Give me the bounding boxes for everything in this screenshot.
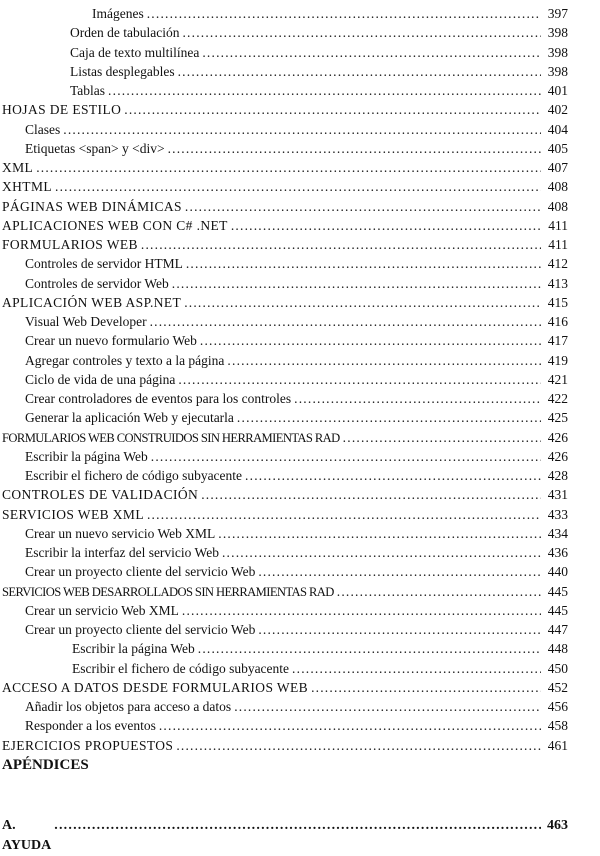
toc-entry-page: 416 [547, 314, 568, 329]
toc-entry-title: SERVICIOS WEB XML [2, 506, 144, 522]
toc-entry-page: 408 [547, 198, 568, 214]
toc-entry-page: 433 [547, 506, 568, 522]
toc-entry [2, 100, 568, 119]
toc-entry [25, 389, 568, 408]
dot-leader [108, 81, 541, 100]
toc-entry [2, 235, 568, 254]
toc-entry [25, 447, 568, 466]
dot-leader [294, 389, 541, 408]
toc-entry-page: 456 [547, 699, 568, 714]
toc-entry-page: 461 [547, 737, 568, 753]
toc-entry-page: 398 [547, 63, 568, 79]
toc-entry [25, 274, 568, 293]
toc-entry-page: 436 [547, 545, 568, 560]
toc-entry-page: 425 [547, 410, 568, 426]
dot-leader [172, 274, 541, 293]
toc-entry [70, 43, 568, 62]
toc-entry [25, 562, 568, 581]
toc-entry-title: Etiquetas <span> y <div> [25, 140, 165, 156]
toc-entry-page: 426 [547, 429, 568, 445]
toc-entry [2, 736, 568, 755]
appendix-page: 463 [547, 818, 568, 833]
toc-entry-page: 411 [548, 237, 568, 252]
toc-entry [25, 543, 568, 562]
toc-entry [25, 120, 568, 139]
toc-entry-page: 431 [547, 487, 568, 503]
toc-entry-title: Ciclo de vida de una página [25, 371, 176, 387]
toc-entry-title: Generar la aplicación Web y ejecutarla [25, 410, 234, 426]
toc-entry [25, 370, 568, 389]
toc-entry-title: XML [2, 160, 34, 175]
toc-entry-page: 401 [547, 83, 568, 98]
dot-leader [178, 370, 541, 389]
toc-entry-title: Clases [25, 121, 61, 137]
toc-entry-title: Listas desplegables [70, 63, 175, 79]
toc-entry-title: Caja de texto multilínea [70, 44, 200, 60]
toc-entry [2, 177, 568, 196]
toc-entry-title: Crear un nuevo formulario Web [25, 333, 197, 349]
toc-entry-page: 415 [547, 294, 568, 310]
dot-leader [343, 428, 541, 447]
dot-leader [63, 120, 541, 139]
toc-entry-page: 404 [547, 121, 568, 137]
toc-entry-page: 445 [547, 583, 568, 599]
toc-entry-title: FORMULARIOS WEB CONSTRUIDOS SIN HERRAMIENTAS RAD [2, 430, 340, 445]
dot-leader [141, 235, 541, 254]
dot-leader [237, 408, 541, 427]
section-heading: APÉNDICES [2, 757, 89, 773]
dot-leader [147, 4, 541, 23]
dot-leader [201, 485, 541, 504]
toc-entry [2, 485, 568, 504]
toc-entry [2, 678, 568, 697]
toc-entry-page: 407 [547, 160, 568, 175]
toc-entry-title: Crear un proyecto cliente del servicio Web [25, 564, 256, 580]
toc-entry-title: PÁGINAS WEB DINÁMICAS [2, 198, 182, 214]
toc-entry [2, 158, 568, 177]
toc-entry-title: Crear un proyecto cliente del servicio Web [25, 622, 256, 637]
toc-entry-title: SERVICIOS WEB DESARROLLADOS SIN HERRAMIENTAS RAD [2, 584, 334, 599]
dot-leader [182, 23, 541, 42]
toc-entry-title: Crear un nuevo servicio Web XML [25, 525, 216, 541]
toc-entry-page: 445 [547, 602, 568, 618]
toc-entry-page: 398 [547, 44, 568, 60]
dot-leader [231, 216, 541, 235]
toc-entry-page: 448 [547, 641, 568, 657]
toc-entry-title: Escribir la página Web [25, 448, 148, 464]
toc-entry [2, 428, 568, 447]
toc-entry-title: Escribir el fichero de código subyacente [72, 660, 290, 676]
dot-leader [227, 351, 541, 370]
toc-entry-title: EJERCICIOS PROPUESTOS [2, 737, 174, 753]
toc-entry [2, 293, 568, 312]
toc-entry-title: HOJAS DE ESTILO [2, 102, 122, 118]
dot-leader [124, 100, 541, 119]
toc-entry-page: 440 [547, 564, 568, 580]
dot-leader [185, 197, 541, 216]
toc-entry-title: Controles de servidor Web [25, 275, 169, 291]
appendix-entry [2, 816, 568, 853]
dot-leader [258, 620, 541, 639]
dot-leader [292, 659, 541, 678]
dot-leader [159, 716, 541, 735]
toc-entry-title: Tablas [70, 83, 106, 98]
toc-entry-page: 408 [547, 179, 568, 195]
dot-leader [198, 639, 541, 658]
toc-entry-title: Responder a los eventos [25, 718, 156, 734]
toc-entry-page: 447 [547, 622, 568, 637]
toc-entry-page: 450 [547, 660, 568, 676]
dot-leader [178, 62, 541, 81]
appendix-title: A. AYUDA [2, 818, 52, 853]
toc-entry-title: Añadir los objetos para acceso a datos [25, 699, 232, 714]
toc-entry [70, 23, 568, 42]
toc-entry [25, 331, 568, 350]
toc-entry [25, 524, 568, 543]
dot-leader [311, 678, 541, 697]
toc-entry [92, 4, 568, 23]
toc-entry [2, 582, 568, 601]
dot-leader [36, 158, 541, 177]
toc-entry [2, 216, 568, 235]
dot-leader [218, 524, 541, 543]
toc-entry-page: 402 [547, 102, 568, 118]
toc-entry-page: 428 [547, 468, 568, 483]
toc-entry-page: 458 [547, 718, 568, 734]
toc-entry-page: 411 [548, 217, 568, 233]
toc-entry [25, 716, 568, 735]
toc-entry-title: Escribir la página Web [72, 641, 195, 657]
toc-entry-page: 412 [547, 256, 568, 272]
toc-entry-title: XHTML [2, 179, 52, 195]
toc-entry [25, 408, 568, 427]
toc-entry-title: CONTROLES DE VALIDACIÓN [2, 487, 199, 503]
toc-entry [2, 197, 568, 216]
toc-entry [25, 139, 568, 158]
toc-entry-page: 413 [547, 275, 568, 291]
toc-entry [25, 697, 568, 716]
dot-leader [337, 582, 541, 601]
dot-leader [184, 293, 541, 312]
toc-entry-title: APLICACIONES WEB CON C# .NET [2, 217, 228, 233]
dot-leader [234, 697, 541, 716]
toc-entry-title: FORMULARIOS WEB [2, 237, 138, 252]
toc-entry [2, 505, 568, 524]
toc-entry [72, 639, 568, 658]
toc-entry [25, 254, 568, 273]
dot-leader [182, 601, 541, 620]
toc-entry-page: 426 [547, 448, 568, 464]
toc-entry-title: ACCESO A DATOS DESDE FORMULARIOS WEB [2, 679, 309, 695]
toc-entry [25, 601, 568, 620]
toc-entry-title: APLICACIÓN WEB ASP.NET [2, 294, 182, 310]
toc-entry-page: 397 [547, 6, 568, 21]
toc-entry-page: 419 [547, 352, 568, 368]
dot-leader [176, 736, 541, 755]
dot-leader [222, 543, 541, 562]
toc-entry-title: Crear controladores de eventos para los controles [25, 391, 292, 406]
toc-entry-title: Escribir la interfaz del servicio Web [25, 545, 219, 560]
toc-entry [25, 466, 568, 485]
toc-entry-page: 417 [547, 333, 568, 349]
toc-entry-title: Controles de servidor HTML [25, 256, 183, 272]
dot-leader [245, 466, 541, 485]
dot-leader [54, 816, 541, 836]
toc-entry-page: 421 [547, 371, 568, 387]
toc-entry [25, 312, 568, 331]
toc-entry [72, 659, 568, 678]
dot-leader [186, 254, 541, 273]
toc-entry-page: 434 [547, 525, 568, 541]
dot-leader [258, 562, 541, 581]
dot-leader [151, 447, 541, 466]
toc-entry-title: Agregar controles y texto a la página [25, 352, 225, 368]
toc-entry [70, 81, 568, 100]
dot-leader [168, 139, 541, 158]
toc-entry [25, 620, 568, 639]
toc-entry-title: Escribir el fichero de código subyacente [25, 468, 243, 483]
toc-entry-title: Visual Web Developer [25, 314, 147, 329]
dot-leader [200, 331, 541, 350]
toc-entry [25, 351, 568, 370]
toc-entry-title: Imágenes [92, 6, 144, 21]
toc-entry-title: Crear un servicio Web XML [25, 602, 179, 618]
dot-leader [150, 312, 541, 331]
toc-entry-page: 405 [547, 140, 568, 156]
toc-entry-title: Orden de tabulación [70, 25, 180, 41]
dot-leader [202, 43, 541, 62]
toc-entry [70, 62, 568, 81]
toc-entry-page: 422 [547, 391, 568, 406]
toc-entry-page: 398 [547, 25, 568, 41]
toc-entry-page: 452 [547, 679, 568, 695]
dot-leader [147, 505, 541, 524]
dot-leader [55, 177, 541, 196]
